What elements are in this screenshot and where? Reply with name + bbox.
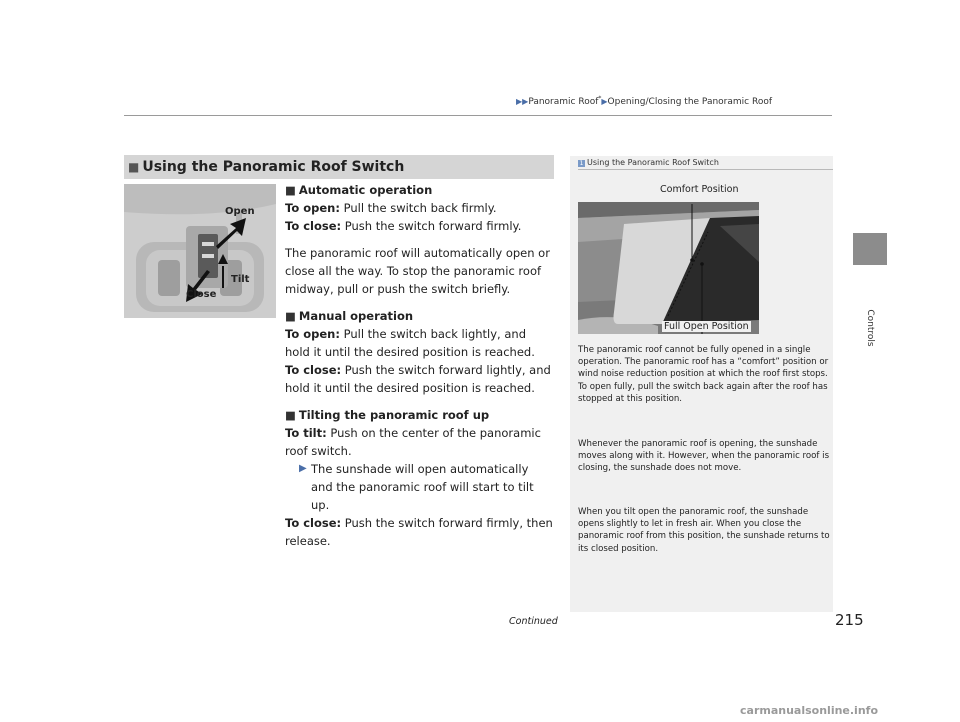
manual-close-label: To close: (285, 363, 342, 377)
option-asterisk: * (598, 95, 602, 102)
sidebar-heading (578, 158, 719, 167)
breadcrumb-item-panoramic-roof[interactable]: Panoramic Roof (528, 97, 599, 107)
roof-switch-figure (124, 184, 276, 318)
chapter-label (853, 298, 887, 358)
watermark: carmanualsonline.info (740, 704, 878, 717)
tilt-text: Push on the center of the panoramic roof switch. (285, 426, 541, 458)
roof-position-figure (578, 202, 759, 334)
roof-position-illustration (578, 202, 759, 334)
auto-open-label: To open: (285, 201, 340, 215)
page-number: 215 (835, 611, 864, 629)
manual-close-instruction (285, 361, 553, 397)
comfort-position-callout: Comfort Position (660, 184, 739, 195)
sidebar-paragraph-2: Whenever the panoramic roof is opening, the sunshade moves along with it. However, when the panoramic roof is closing, the sunshade does not move. (578, 439, 830, 474)
black-square-icon: ■ (285, 309, 296, 323)
black-square-icon: ■ (285, 408, 296, 422)
manual-operation-heading (285, 307, 553, 325)
manual-close-text: Push the switch forward lightly, and hold it until the desired position is reached. (285, 363, 551, 395)
tilt-note-text: The sunshade will open automatically and the panoramic roof will start to tilt up. (311, 462, 534, 512)
sidebar-paragraph-1: The panoramic roof cannot be fully opened in a single operation. The panoramic roof has a “comfort” position or wind noise reduction position at which the roof first stops. To open fully, pull the switch back again after the roof has stopped at this position. (578, 345, 829, 404)
reference-number-icon: 1 (579, 160, 584, 167)
sidebar-divider (578, 169, 833, 170)
chapter-tab[interactable] (853, 233, 887, 265)
tilt-close-text: Push the switch forward firmly, then release. (285, 516, 553, 548)
tilting-title: Tilting the panoramic roof up (298, 408, 490, 422)
breadcrumb-arrow-icon: ▶▶ (516, 97, 529, 106)
continued-label: Continued (509, 616, 558, 627)
header-divider (124, 115, 832, 116)
sidebar-paragraph-3: When you tilt open the panoramic roof, the sunshade opens slightly to let in fresh air. When you close the panoramic roof from this position, the sunshade returns to its closed position. (578, 507, 830, 554)
auto-close-text: Push the switch forward firmly. (341, 219, 522, 233)
breadcrumb (516, 95, 772, 107)
open-label: Open (225, 206, 255, 217)
main-content (285, 181, 553, 550)
section-title: Using the Panoramic Roof Switch (142, 159, 405, 175)
breadcrumb-arrow-icon: ▶ (601, 97, 608, 106)
breadcrumb-item-opening-closing[interactable]: Opening/Closing the Panoramic Roof (607, 97, 772, 107)
automatic-operation-title: Automatic operation (298, 183, 433, 197)
auto-paragraph: The panoramic roof will automatically open or close all the way. To stop the panoramic roof midway, pull or push the switch briefly. (285, 246, 550, 296)
manual-open-label: To open: (285, 327, 340, 341)
manual-open-text: Pull the switch back lightly, and hold it until the desired position is reached. (285, 327, 535, 359)
tilt-label-text: To tilt: (285, 426, 327, 440)
automatic-operation-heading (285, 181, 553, 199)
tilt-label: Tilt (231, 274, 250, 285)
chapter-label-text: Controls (865, 309, 875, 347)
arrow-right-icon: ▶ (299, 463, 307, 474)
tilt-note (285, 460, 553, 514)
manual-operation-title: Manual operation (298, 309, 414, 323)
auto-open-instruction (285, 199, 553, 217)
close-label: Close (186, 289, 217, 300)
full-open-position-callout: Full Open Position (664, 321, 749, 332)
section-heading (124, 155, 554, 179)
auto-open-text: Pull the switch back firmly. (339, 201, 497, 215)
auto-close-label: To close: (285, 219, 342, 233)
tilt-instruction (285, 424, 553, 460)
manual-open-instruction (285, 325, 553, 361)
tilt-close-label: To close: (285, 516, 342, 530)
black-square-icon: ■ (285, 183, 296, 197)
black-square-icon: ■ (128, 160, 140, 174)
tilting-heading (285, 406, 553, 424)
auto-close-instruction (285, 217, 553, 235)
tilt-close-instruction (285, 514, 553, 550)
sidebar-title: Using the Panoramic Roof Switch (587, 158, 719, 167)
info-sidebar (570, 156, 833, 612)
